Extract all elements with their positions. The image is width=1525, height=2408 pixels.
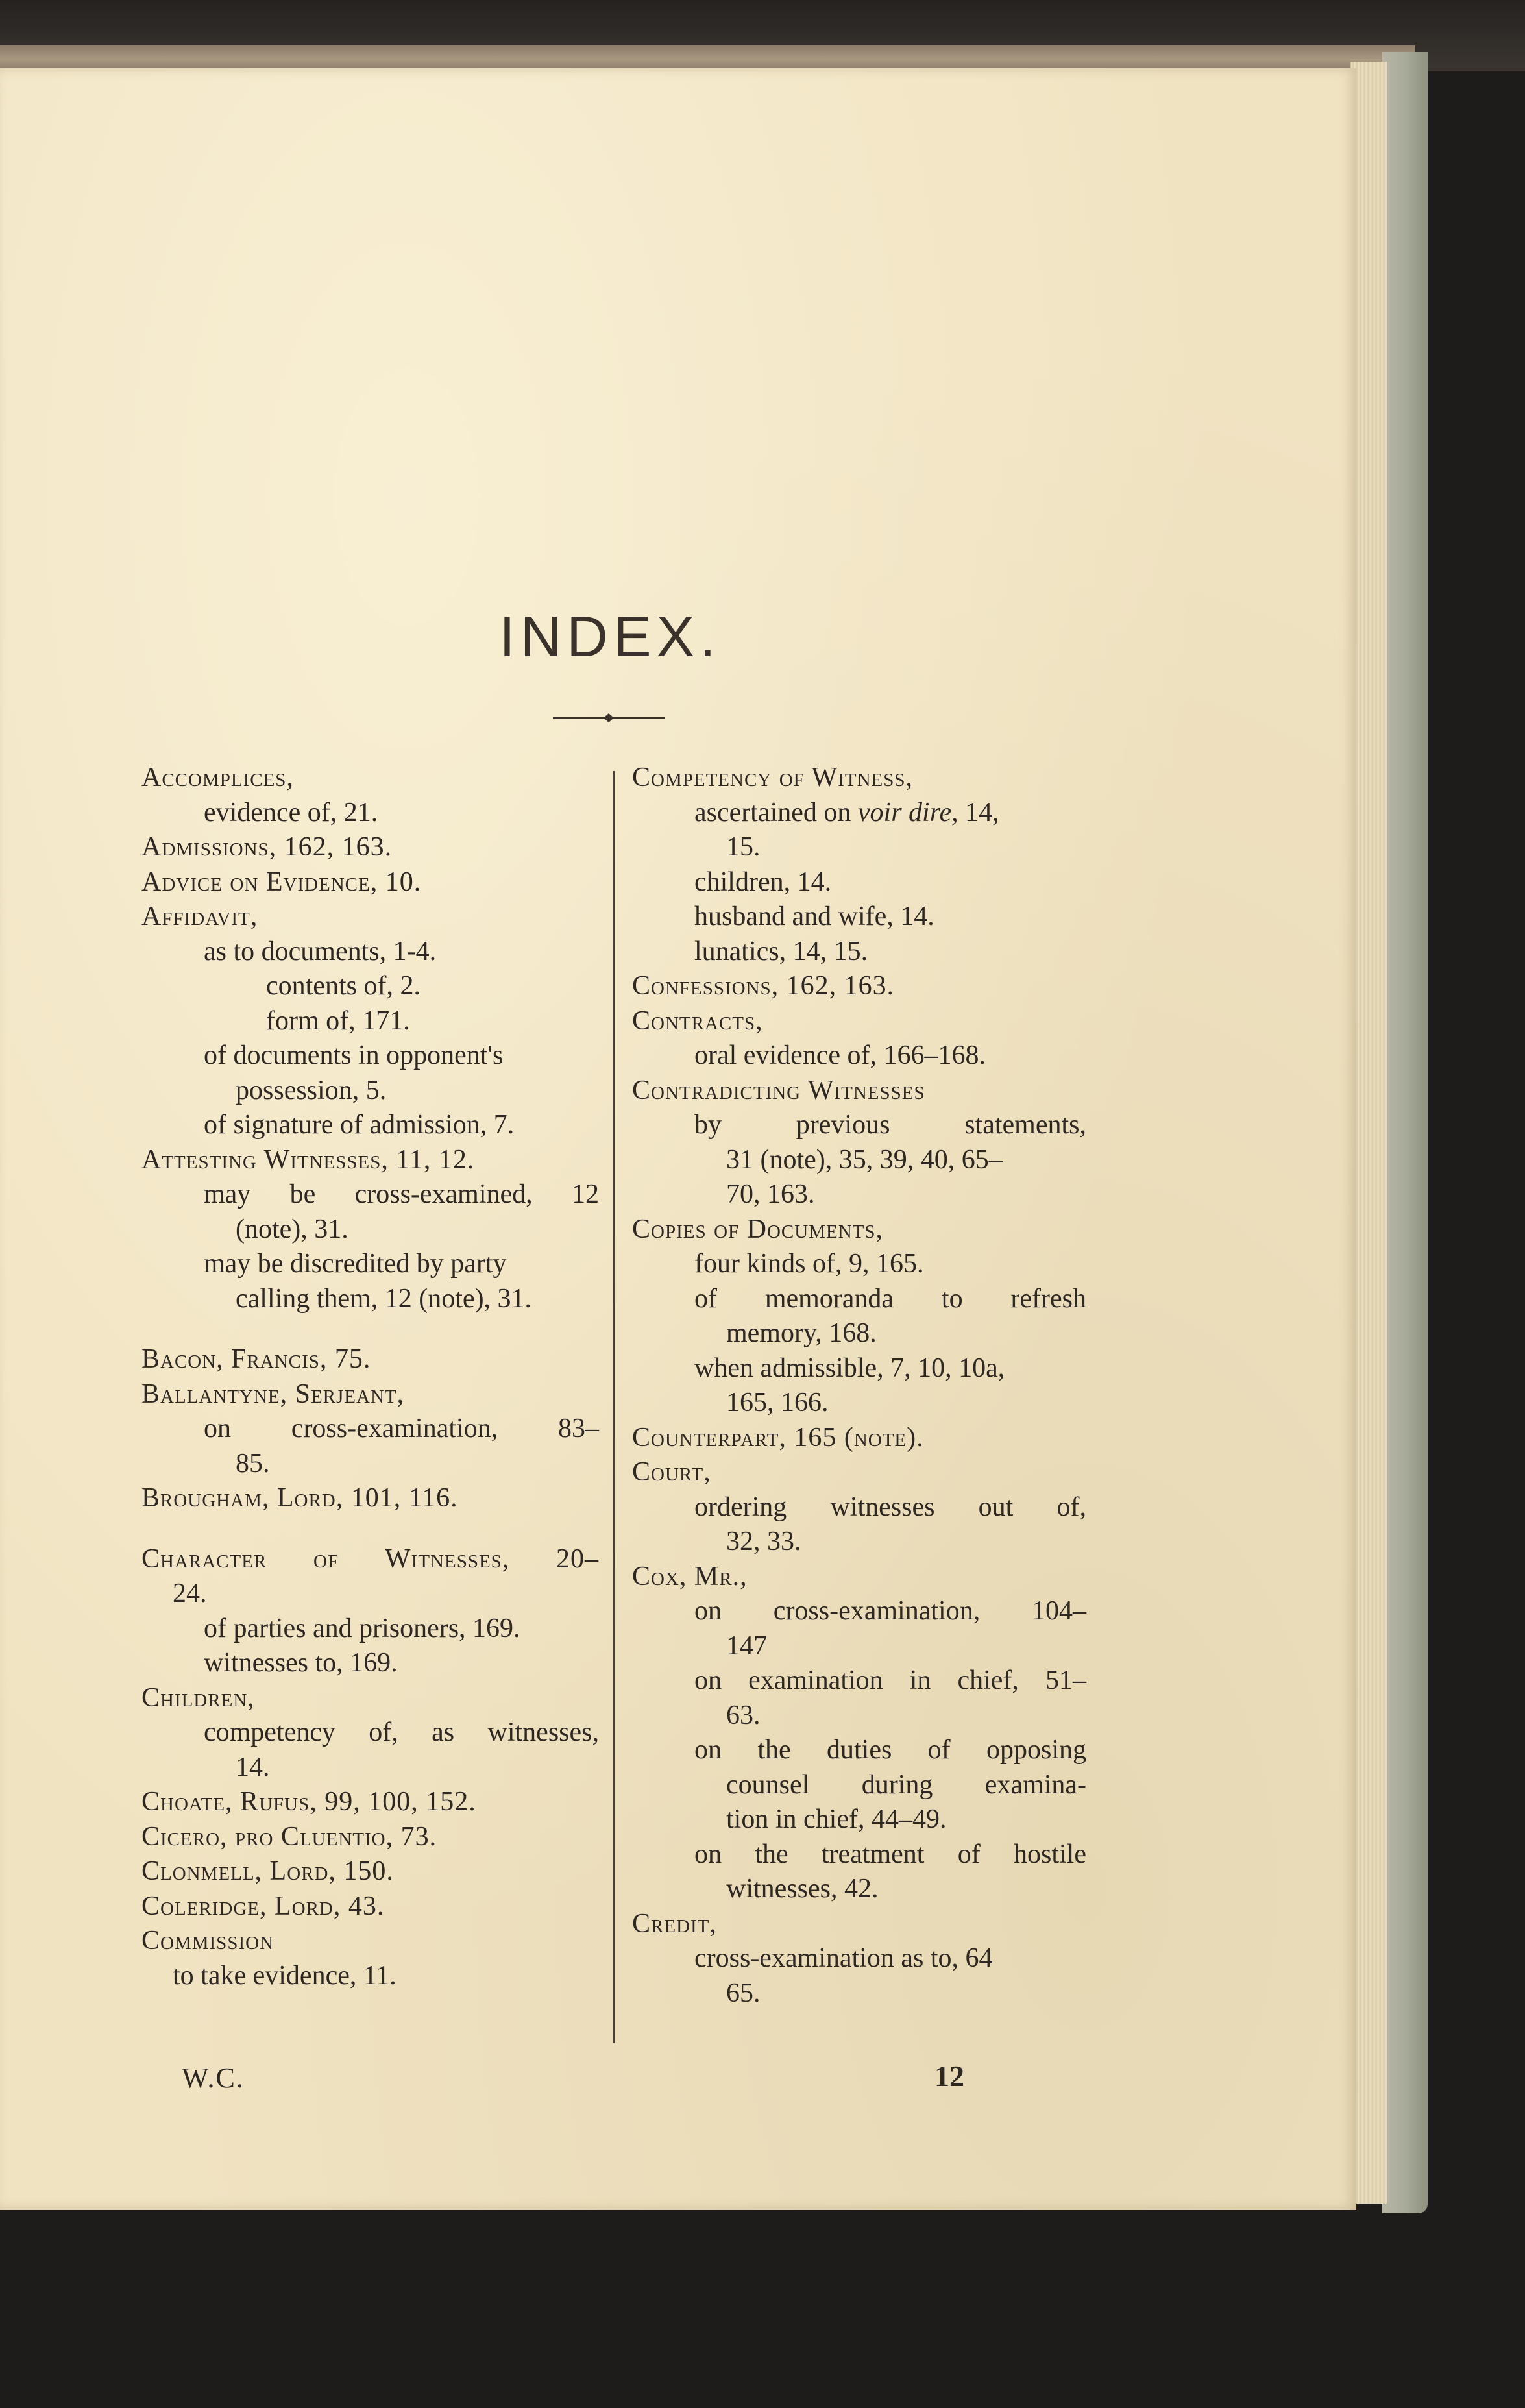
entry-heading: Confessions, 162, 163. — [632, 971, 895, 1001]
entry-sub: witnesses to, 169. — [204, 1648, 398, 1678]
entry-continuation: 165, 166. — [726, 1388, 829, 1418]
signature-mark: W.C. — [182, 2062, 245, 2094]
entry-sub: four kinds of, 9, 165. — [694, 1249, 924, 1279]
entry-sub: on cross-examination, 104– — [694, 1596, 1086, 1626]
index-entry — [632, 1212, 1086, 1421]
index-entry — [632, 1907, 1086, 2011]
entry-heading: Advice on Evidence, 10. — [141, 866, 422, 897]
entry-continuation: witnesses, 42. — [726, 1874, 879, 1904]
index-entry — [141, 1481, 599, 1516]
entry-sub: on examination in chief, 51– — [694, 1665, 1086, 1695]
entry-sub: when admissible, 7, 10, 10a, — [694, 1353, 1005, 1383]
entry-continuation: 32, 33. — [726, 1527, 801, 1556]
index-column-left — [141, 761, 599, 1993]
entry-sub: may be discredited by party — [204, 1249, 507, 1279]
entry-sub — [632, 796, 1086, 831]
entry-sub: children, 14. — [694, 866, 832, 897]
entry-sub: oral evidence of, 166–168. — [694, 1040, 986, 1070]
entry-text: ascertained on — [694, 797, 851, 828]
index-entry — [632, 1421, 1086, 1456]
entry-text: 14, — [965, 797, 999, 828]
entry-continuation: (note), 31. — [236, 1214, 348, 1244]
entry-heading: Contracts, — [632, 1005, 763, 1036]
index-entry — [141, 1342, 599, 1377]
entry-continuation: 70, 163. — [726, 1179, 815, 1209]
entry-continuation: 31 (note), 35, 39, 40, 65– — [726, 1144, 1003, 1175]
index-entry — [632, 969, 1086, 1004]
entry-italic-term: voir dire, — [857, 797, 958, 828]
entry-heading: Cicero, pro Cluentio, 73. — [141, 1821, 437, 1852]
index-entry — [632, 1074, 1086, 1212]
entry-sub: lunatics, 14, 15. — [694, 936, 868, 966]
column-divider — [613, 771, 615, 2043]
index-entry — [141, 1854, 599, 1889]
entry-continuation: memory, 168. — [726, 1318, 877, 1348]
entry-sub: evidence of, 21. — [204, 797, 378, 828]
entry-heading: Children, — [141, 1682, 255, 1713]
entry-sub: may be cross-examined, 12 — [204, 1179, 599, 1209]
index-entry — [632, 761, 1086, 969]
entry-sub: on the treatment of hostile — [694, 1839, 1086, 1869]
entry-heading: Credit, — [632, 1908, 717, 1939]
index-entry — [632, 1560, 1086, 1907]
entry-heading: Choate, Rufus, 99, 100, 152. — [141, 1787, 476, 1817]
index-entry — [141, 865, 599, 900]
entry-heading: Coleridge, Lord, 43. — [141, 1891, 385, 1921]
entry-heading: Ballantyne, Serjeant, — [141, 1379, 405, 1409]
entry-sub: form of, 171. — [266, 1005, 410, 1036]
entry-sub: of parties and prisoners, 169. — [204, 1613, 520, 1643]
entry-heading: Court, — [632, 1457, 711, 1487]
entry-heading: Brougham, Lord, 101, 116. — [141, 1483, 458, 1513]
entry-continuation: possession, 5. — [236, 1075, 387, 1105]
entry-sub: as to documents, 1-4. — [204, 936, 437, 966]
entry-sub: of memoranda to refresh — [694, 1283, 1086, 1314]
entry-sub: on cross-examination, 83– — [204, 1414, 599, 1444]
entry-continuation: 15. — [726, 832, 761, 862]
index-entry — [141, 830, 599, 865]
index-entry — [632, 1455, 1086, 1560]
entry-heading: Affidavit, — [141, 902, 258, 931]
index-entry — [141, 1924, 599, 1993]
entry-continuation: 14. — [236, 1752, 270, 1782]
index-entry — [141, 1143, 599, 1317]
entry-heading: Commission — [141, 1926, 274, 1956]
entry-continuation: 147 — [726, 1630, 767, 1661]
index-entry — [632, 1004, 1086, 1074]
entry-continuation: 65. — [726, 1978, 761, 2008]
index-entry — [141, 1377, 599, 1482]
entry-heading: Character of Witnesses, 20– — [141, 1543, 599, 1574]
entry-heading: Accomplices, — [141, 763, 294, 792]
page-title: INDEX. — [499, 604, 721, 669]
index-entry — [141, 761, 599, 830]
title-ornament — [553, 713, 665, 723]
entry-continuation: 85. — [236, 1448, 270, 1479]
entry-sub: to take evidence, 11. — [173, 1960, 396, 1991]
index-entry — [141, 1889, 599, 1924]
entry-sub: husband and wife, 14. — [694, 902, 934, 931]
index-entry — [141, 1542, 599, 1681]
entry-heading: Admissions, 162, 163. — [141, 832, 393, 862]
index-entry — [141, 1681, 599, 1786]
page-number: 12 — [934, 2059, 964, 2093]
index-column-right — [632, 761, 1086, 2011]
index-entry — [141, 900, 599, 1143]
entry-continuation: counsel during examina- — [726, 1769, 1086, 1800]
entry-sub: of documents in opponent's — [204, 1040, 504, 1070]
entry-heading: Cox, Mr., — [632, 1561, 748, 1591]
entry-sub: ordering witnesses out of, — [694, 1492, 1086, 1522]
entry-sub: by previous statements, — [694, 1110, 1086, 1140]
index-entry — [141, 1785, 599, 1820]
index-entry — [141, 1820, 599, 1855]
entry-continuation: calling them, 12 (note), 31. — [236, 1283, 532, 1314]
entry-heading: Contradicting Witnesses — [632, 1075, 925, 1105]
entry-sub: on the duties of opposing — [694, 1735, 1086, 1765]
entry-continuation: tion in chief, 44–49. — [726, 1804, 947, 1834]
entry-sub: contents of, 2. — [266, 971, 421, 1001]
entry-heading: Clonmell, Lord, 150. — [141, 1856, 394, 1886]
book-cover-right — [1382, 52, 1428, 2213]
entry-continuation: 63. — [726, 1700, 761, 1730]
entry-heading: Competency of Witness, — [632, 763, 913, 792]
entry-continuation: 24. — [173, 1579, 207, 1608]
entry-heading: Copies of Documents, — [632, 1214, 884, 1244]
entry-heading: Counterpart, 165 (note). — [632, 1422, 924, 1453]
entry-sub: of signature of admission, 7. — [204, 1110, 515, 1140]
entry-heading: Bacon, Francis, 75. — [141, 1344, 371, 1374]
entry-sub: competency of, as witnesses, — [204, 1717, 599, 1747]
entry-heading: Attesting Witnesses, 11, 12. — [141, 1144, 475, 1175]
entry-sub: cross-examination as to, 64 — [694, 1943, 993, 1973]
